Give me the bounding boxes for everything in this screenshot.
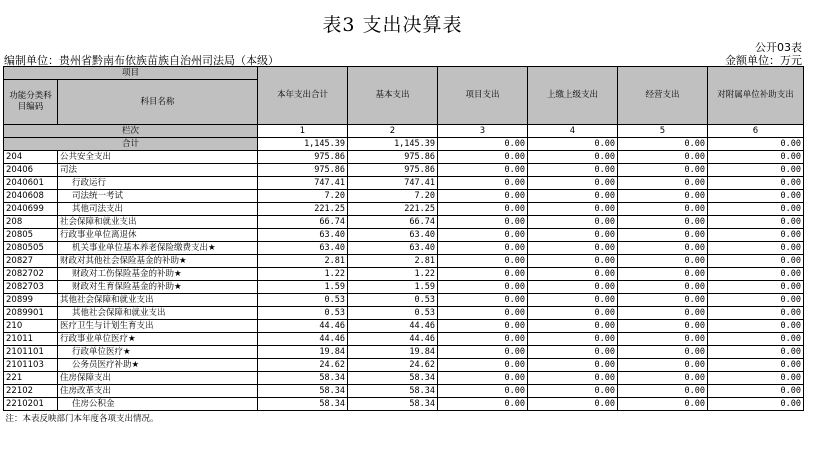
row-value: 1.59 <box>258 281 348 294</box>
table-row <box>4 398 804 411</box>
row-value: 747.41 <box>258 177 348 190</box>
row-value: 0.00 <box>438 229 528 242</box>
header-basic: 基本支出 <box>348 67 438 125</box>
row-value: 0.00 <box>438 359 528 372</box>
row-value: 0.00 <box>528 372 618 385</box>
header-business: 经营支出 <box>618 67 708 125</box>
row-value: 0.00 <box>438 255 528 268</box>
row-value: 0.00 <box>618 346 708 359</box>
table-row <box>4 255 804 268</box>
row-value: 0.00 <box>528 307 618 320</box>
row-value: 24.62 <box>258 359 348 372</box>
header-subsidy: 对附属单位补助支出 <box>708 67 804 125</box>
row-value: 0.00 <box>438 385 528 398</box>
row-value: 7.20 <box>258 190 348 203</box>
row-name: 住房公积金 <box>58 398 258 411</box>
org-label: 编制单位：贵州省黔南布依族苗族自治州司法局（本级） <box>4 54 279 67</box>
row-name: 财政对其他社会保险基金的补助★ <box>58 255 258 268</box>
table-row <box>4 268 804 281</box>
row-value: 0.00 <box>708 320 804 333</box>
row-name: 司法统一考试 <box>58 190 258 203</box>
page-title: 表3 支出决算表 <box>322 14 463 36</box>
row-value: 0.00 <box>708 203 804 216</box>
row-value: 0.00 <box>528 294 618 307</box>
row-name: 财政对工伤保险基金的补助★ <box>58 268 258 281</box>
row-value: 0.00 <box>708 281 804 294</box>
table-row <box>4 242 804 255</box>
row-code: 2082702 <box>4 268 58 281</box>
row-value: 0.00 <box>618 294 708 307</box>
row-value: 0.00 <box>708 255 804 268</box>
table-row <box>4 385 804 398</box>
row-value: 0.00 <box>708 398 804 411</box>
row-value: 0.00 <box>618 242 708 255</box>
row-value: 1.22 <box>348 268 438 281</box>
row-value: 63.40 <box>258 229 348 242</box>
index-cell: 2 <box>348 125 438 138</box>
row-value: 0.00 <box>708 190 804 203</box>
row-value: 0.00 <box>618 190 708 203</box>
row-code: 2082703 <box>4 281 58 294</box>
row-value: 0.00 <box>618 333 708 346</box>
row-code: 20827 <box>4 255 58 268</box>
row-code: 210 <box>4 320 58 333</box>
row-value: 0.00 <box>438 281 528 294</box>
header-item: 项目 <box>4 67 258 80</box>
row-value: 0.00 <box>528 320 618 333</box>
row-name: 住房改革支出 <box>58 385 258 398</box>
table-row <box>4 177 804 190</box>
row-value: 58.34 <box>348 385 438 398</box>
total-cell: 1,145.39 <box>258 138 348 151</box>
row-value: 0.00 <box>528 398 618 411</box>
row-value: 0.00 <box>618 385 708 398</box>
row-name: 其他社会保障和就业支出 <box>58 307 258 320</box>
index-cell: 3 <box>438 125 528 138</box>
row-value: 0.00 <box>708 385 804 398</box>
row-code: 204 <box>4 151 58 164</box>
row-value: 0.00 <box>438 398 528 411</box>
row-value: 975.86 <box>348 151 438 164</box>
row-value: 0.00 <box>528 190 618 203</box>
row-value: 44.46 <box>258 333 348 346</box>
row-value: 0.00 <box>618 320 708 333</box>
row-value: 0.00 <box>708 242 804 255</box>
unit-label: 金额单位：万元 <box>725 54 802 67</box>
row-value: 0.00 <box>618 372 708 385</box>
row-code: 20406 <box>4 164 58 177</box>
table-row <box>4 346 804 359</box>
row-value: 0.00 <box>618 268 708 281</box>
table-row <box>4 307 804 320</box>
row-value: 0.00 <box>438 216 528 229</box>
row-value: 0.00 <box>528 229 618 242</box>
row-value: 0.53 <box>258 307 348 320</box>
table-row <box>4 281 804 294</box>
header-func-code: 功能分类科目编码 <box>4 80 58 125</box>
row-value: 221.25 <box>258 203 348 216</box>
row-value: 0.00 <box>528 203 618 216</box>
row-value: 44.46 <box>348 320 438 333</box>
index-cell: 4 <box>528 125 618 138</box>
row-name: 医疗卫生与计划生育支出 <box>58 320 258 333</box>
row-value: 0.00 <box>708 294 804 307</box>
row-code: 20899 <box>4 294 58 307</box>
row-value: 58.34 <box>348 398 438 411</box>
row-value: 0.00 <box>438 268 528 281</box>
row-code: 221 <box>4 372 58 385</box>
row-value: 0.00 <box>618 255 708 268</box>
table-row <box>4 320 804 333</box>
row-value: 0.00 <box>708 359 804 372</box>
row-value: 0.00 <box>438 294 528 307</box>
table-row <box>4 333 804 346</box>
row-name: 其他社会保障和就业支出 <box>58 294 258 307</box>
row-value: 0.00 <box>438 346 528 359</box>
row-value: 0.00 <box>438 177 528 190</box>
row-value: 0.00 <box>618 164 708 177</box>
row-value: 44.46 <box>348 333 438 346</box>
row-value: 0.00 <box>438 164 528 177</box>
row-value: 0.00 <box>528 255 618 268</box>
table-row <box>4 151 804 164</box>
row-value: 975.86 <box>348 164 438 177</box>
row-value: 0.00 <box>528 385 618 398</box>
row-name: 行政事业单位医疗★ <box>58 333 258 346</box>
row-value: 1.22 <box>258 268 348 281</box>
row-value: 0.00 <box>438 151 528 164</box>
row-value: 0.00 <box>618 307 708 320</box>
row-code: 20805 <box>4 229 58 242</box>
row-code: 2101101 <box>4 346 58 359</box>
row-code: 2080505 <box>4 242 58 255</box>
row-value: 2.81 <box>258 255 348 268</box>
table-row <box>4 359 804 372</box>
row-name: 公共安全支出 <box>58 151 258 164</box>
row-value: 0.00 <box>528 333 618 346</box>
total-label: 合计 <box>4 138 258 151</box>
total-cell: 0.00 <box>708 138 804 151</box>
row-value: 0.00 <box>438 242 528 255</box>
total-cell: 1,145.39 <box>348 138 438 151</box>
row-value: 221.25 <box>348 203 438 216</box>
table-row <box>4 190 804 203</box>
row-value: 66.74 <box>258 216 348 229</box>
row-value: 975.86 <box>258 151 348 164</box>
row-value: 0.00 <box>438 333 528 346</box>
row-code: 2040601 <box>4 177 58 190</box>
total-cell: 0.00 <box>438 138 528 151</box>
expenditure-table <box>3 66 804 427</box>
total-cell: 0.00 <box>528 138 618 151</box>
row-name: 司法 <box>58 164 258 177</box>
row-code: 2089901 <box>4 307 58 320</box>
row-value: 0.00 <box>528 281 618 294</box>
row-code: 2101103 <box>4 359 58 372</box>
row-value: 44.46 <box>258 320 348 333</box>
row-value: 66.74 <box>348 216 438 229</box>
row-name: 公务员医疗补助★ <box>58 359 258 372</box>
table-row <box>4 203 804 216</box>
row-value: 19.84 <box>258 346 348 359</box>
row-value: 0.00 <box>528 151 618 164</box>
row-value: 0.00 <box>528 242 618 255</box>
row-value: 0.00 <box>618 203 708 216</box>
table-row <box>4 164 804 177</box>
row-value: 0.00 <box>438 320 528 333</box>
header-row-index: 栏次 <box>4 125 258 138</box>
footnote: 注：本表反映部门本年度各项支出情况。 <box>4 411 804 428</box>
row-value: 58.34 <box>258 385 348 398</box>
row-value: 0.00 <box>528 177 618 190</box>
index-cell: 6 <box>708 125 804 138</box>
row-value: 0.00 <box>438 190 528 203</box>
row-value: 0.00 <box>708 307 804 320</box>
row-value: 0.00 <box>708 372 804 385</box>
row-value: 0.00 <box>528 359 618 372</box>
row-value: 0.00 <box>708 229 804 242</box>
row-value: 0.00 <box>708 177 804 190</box>
row-value: 0.00 <box>438 203 528 216</box>
row-name: 财政对生育保险基金的补助★ <box>58 281 258 294</box>
row-value: 63.40 <box>258 242 348 255</box>
row-value: 0.00 <box>708 164 804 177</box>
row-value: 0.00 <box>438 372 528 385</box>
row-value: 24.62 <box>348 359 438 372</box>
total-cell: 0.00 <box>618 138 708 151</box>
row-value: 19.84 <box>348 346 438 359</box>
row-name: 行政事业单位离退休 <box>58 229 258 242</box>
row-value: 63.40 <box>348 242 438 255</box>
row-name: 行政单位医疗★ <box>58 346 258 359</box>
header-total: 本年支出合计 <box>258 67 348 125</box>
row-code: 2040699 <box>4 203 58 216</box>
row-value: 0.00 <box>618 216 708 229</box>
row-value: 0.00 <box>708 346 804 359</box>
row-value: 58.34 <box>258 398 348 411</box>
index-cell: 5 <box>618 125 708 138</box>
index-cell: 1 <box>258 125 348 138</box>
row-value: 0.00 <box>618 398 708 411</box>
row-value: 0.00 <box>438 307 528 320</box>
table-row <box>4 229 804 242</box>
row-value: 0.53 <box>348 294 438 307</box>
row-value: 58.34 <box>348 372 438 385</box>
table-row <box>4 372 804 385</box>
row-code: 21011 <box>4 333 58 346</box>
row-value: 0.00 <box>618 151 708 164</box>
form-code: 公开03表 <box>755 41 802 54</box>
row-value: 0.00 <box>708 268 804 281</box>
row-value: 975.86 <box>258 164 348 177</box>
header-upper: 上缴上级支出 <box>528 67 618 125</box>
row-code: 2040608 <box>4 190 58 203</box>
row-name: 社会保障和就业支出 <box>58 216 258 229</box>
row-value: 0.00 <box>618 177 708 190</box>
row-name: 住房保障支出 <box>58 372 258 385</box>
row-value: 0.53 <box>258 294 348 307</box>
row-value: 0.00 <box>528 216 618 229</box>
row-value: 58.34 <box>258 372 348 385</box>
row-code: 22102 <box>4 385 58 398</box>
row-value: 0.00 <box>618 359 708 372</box>
row-value: 0.00 <box>708 151 804 164</box>
row-value: 0.00 <box>528 346 618 359</box>
row-value: 0.00 <box>708 333 804 346</box>
row-code: 2210201 <box>4 398 58 411</box>
row-value: 7.20 <box>348 190 438 203</box>
row-value: 1.59 <box>348 281 438 294</box>
table-row <box>4 216 804 229</box>
row-value: 0.00 <box>618 281 708 294</box>
header-subject-name: 科目名称 <box>58 80 258 125</box>
row-code: 208 <box>4 216 58 229</box>
row-value: 0.00 <box>528 268 618 281</box>
row-value: 0.00 <box>618 229 708 242</box>
row-value: 63.40 <box>348 229 438 242</box>
row-value: 2.81 <box>348 255 438 268</box>
row-name: 机关事业单位基本养老保险缴费支出★ <box>58 242 258 255</box>
row-value: 747.41 <box>348 177 438 190</box>
row-name: 其他司法支出 <box>58 203 258 216</box>
row-value: 0.00 <box>708 216 804 229</box>
row-value: 0.53 <box>348 307 438 320</box>
row-name: 行政运行 <box>58 177 258 190</box>
table-row <box>4 294 804 307</box>
header-project: 项目支出 <box>438 67 528 125</box>
row-value: 0.00 <box>528 164 618 177</box>
